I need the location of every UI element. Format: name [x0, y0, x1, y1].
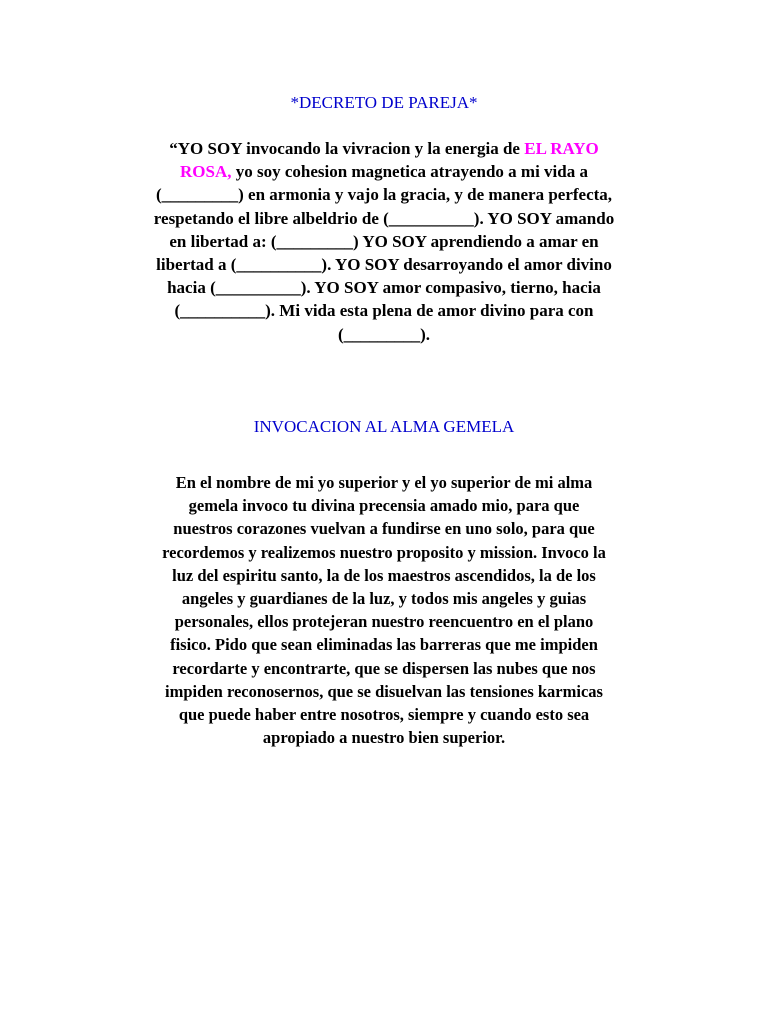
invocation-line: En el nombre de mi yo superior y el yo superior de mi alma [175, 473, 593, 492]
decree-text: (_________) en armonia y vajo la gracia, y de manera perfecta, [155, 185, 613, 205]
invocation-line: personales, ellos protejeran nuestro reencuentro en el plano [174, 612, 594, 632]
invocation-line: impiden reconosernos, que se disuelvan las tensiones karmicas [165, 681, 603, 701]
decree-line [100, 207, 668, 230]
decree-text: libertad a (__________). YO SOY desarroyando el amor divino [156, 255, 612, 275]
decree-line [100, 299, 668, 322]
decree-text: yo soy cohesion magnetica atrayendo a mi vida a [231, 162, 588, 182]
decree-text: hacia (__________). YO SOY amor compasivo, tierno, hacia [167, 278, 601, 298]
invocation-line: gemela invoco tu divina precensia amado mio, para que [188, 496, 580, 516]
decree-text: (_________). [337, 324, 431, 344]
invocation-line: luz del espiritu santo, la de los maestros ascendidos, la de los [172, 565, 596, 585]
decree-line [100, 276, 668, 299]
invocation-line: recordarte y encontrarte, que se dispersen las nubes que nos [172, 658, 596, 678]
decree-highlight: ROSA, [179, 162, 232, 182]
invocation-paragraph [100, 471, 668, 749]
decree-paragraph [100, 137, 668, 346]
invocation-title: INVOCACION AL ALMA GEMELA [253, 417, 515, 436]
decree-text: “YO SOY invocando la vivracion y la energia de [169, 139, 525, 158]
decree-line [100, 137, 668, 160]
decree-line [100, 230, 668, 253]
invocation-line: nuestros corazones vuelvan a fundirse en uno solo, para que [173, 519, 595, 539]
invocation-line: que puede haber entre nosotros, siempre y cuando esto sea [178, 705, 590, 725]
decree-line [100, 160, 668, 183]
invocation-line: fisico. Pido que sean eliminadas las barreras que me impiden [170, 635, 598, 655]
invocation-line: recordemos y realizemos nuestro proposito y mission. Invoco la [162, 542, 606, 562]
decree-highlight: EL RAYO [524, 139, 599, 158]
invocation-line: apropiado a nuestro bien superior. [262, 728, 506, 748]
decree-text: respetando el libre albeldrio de (__________). YO SOY amando [153, 208, 615, 228]
decree-line [100, 253, 668, 276]
invocation-line: angeles y guardianes de la luz, y todos mis angeles y guias [181, 589, 587, 609]
decree-line [100, 323, 668, 346]
decree-title: *DECRETO DE PAREJA* [290, 93, 478, 112]
decree-text: (__________). Mi vida esta plena de amor divino para con [174, 301, 594, 321]
decree-text: en libertad a: (_________) YO SOY aprendiendo a amar en [169, 231, 599, 251]
decree-line [100, 183, 668, 206]
